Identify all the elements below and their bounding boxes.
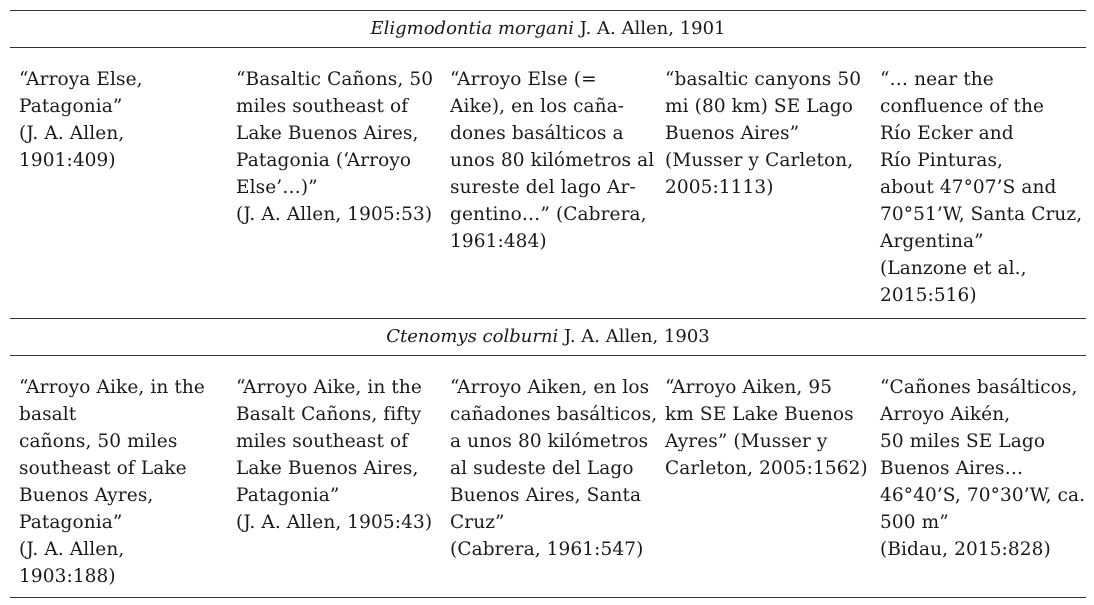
table-top-rule [10,10,1086,11]
table-cell: “Arroyo Aike, in the Basalt Cañons, fifty miles southeast of Lake Buenos Aires, Patagonia” (J. A. Allen, 1905:43) [236,377,433,533]
table-cell: “Arroyo Aiken, en los cañadones basálticos, a unos 80 kilómetros al sudeste del Lago Buenos Aires, Santa Cruz” (Cabrera, 1961:547) [450,377,658,560]
table-cell: “Arroyo Aike, in the basalt cañons, 50 miles southeast of Lake Buenos Ayres, Patagonia” (J. A. Allen, 1903:188) [19,377,205,587]
table-cell: “Arroyo Else (= Aike), en los caña- dones basálticos a unos 80 kilómetros al sureste del lago Ar- gentino…” (Cabrera, 1961:484) [450,69,655,252]
table-bottom-rule [10,597,1086,598]
section-rule [10,318,1086,319]
table-cell: “Basaltic Cañons, 50 miles southeast of Lake Buenos Aires, Patagonia (‘Arroyo Else’…)” (J. A. Allen, 1905:53) [236,69,434,225]
section-heading-ctenomys [10,327,1086,347]
species-name: Ctenomys colburni [386,326,559,347]
table-cell: “… near the confluence of the Río Ecker and Río Pinturas, about 47°07’S and 70°51’W, Santa Cruz, Argentina” (Lanzone et al., 2015:516) [880,69,1083,306]
species-authority: J. A. Allen, 1903 [564,326,710,347]
table-cell: “Arroyo Aiken, 95 km SE Lake Buenos Ayres” (Musser y Carleton, 2005:1562) [665,377,868,479]
table-cell: “Arroya Else, Patagonia” (J. A. Allen, 1901:409) [19,69,143,171]
section-rule [10,47,1086,48]
species-name: Eligmodontia morgani [370,18,575,39]
table-cell: “Cañones basálticos, Arroyo Aikén, 50 miles SE Lago Buenos Aires… 46°40’S, 70°30’W, ca. 500 m” (Bidau, 2015:828) [880,377,1086,560]
section-heading-eligmodontia [10,19,1086,39]
species-authority: J. A. Allen, 1901 [579,18,726,39]
table-cell: “basaltic canyons 50 mi (80 km) SE Lago Buenos Aires” (Musser y Carleton, 2005:1113) [665,69,862,198]
section-rule [10,355,1086,356]
